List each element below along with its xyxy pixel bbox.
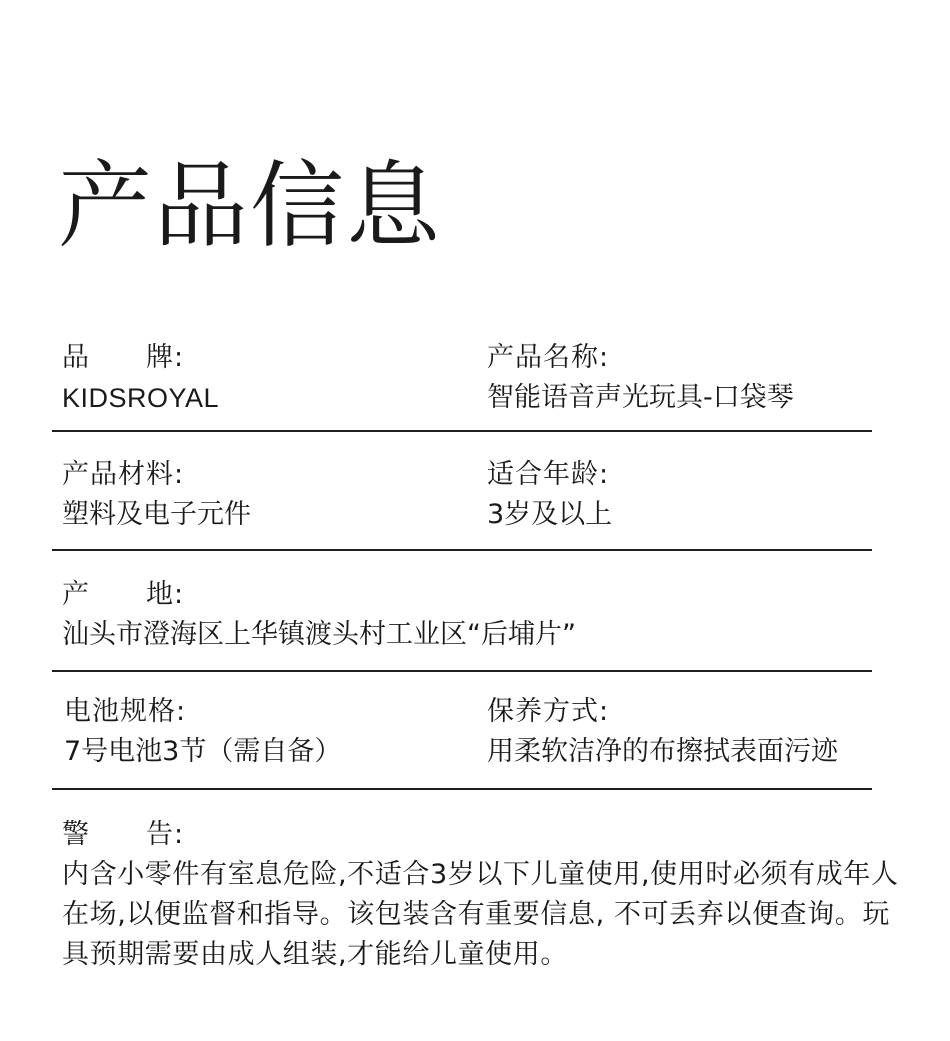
- battery-cell: [64, 692, 341, 772]
- material-value: 塑料及电子元件: [62, 499, 251, 530]
- info-row-origin: [52, 575, 872, 672]
- care-value: 用柔软洁净的布擦拭表面污迹: [487, 736, 838, 767]
- product-name-value: 智能语音声光玩具-口袋琴: [487, 382, 794, 413]
- warning-section: [62, 815, 908, 975]
- age-value: 3岁及以上: [487, 499, 613, 530]
- product-name-cell: [487, 338, 794, 418]
- material-cell: [62, 455, 251, 535]
- info-row-battery: [52, 692, 872, 790]
- origin-cell: [62, 575, 576, 655]
- info-row-brand: [52, 338, 872, 432]
- care-cell: [487, 692, 838, 772]
- warning-label: 警 告:: [62, 819, 185, 850]
- brand-cell: [62, 338, 219, 418]
- warning-text: 内含小零件有室息危险,不适合3岁以下儿童使用,使用时必须有成年人在场,以便监督和指导。该包装含有重要信息, 不可丢弃以便查询。玩具预期需要由成人组装,才能给儿童使用。: [62, 859, 899, 970]
- origin-value: 汕头市澄海区上华镇渡头村工业区“后埔片”: [62, 619, 576, 650]
- info-row-material: [52, 455, 872, 551]
- brand-value: KIDSROYAL: [62, 383, 220, 413]
- product-name-label: 产品名称:: [487, 342, 610, 373]
- brand-label: 品 牌:: [62, 342, 185, 373]
- age-cell: [487, 455, 612, 535]
- material-label: 产品材料:: [62, 459, 185, 490]
- origin-label: 产 地:: [62, 579, 185, 610]
- care-label: 保养方式:: [487, 696, 610, 727]
- age-label: 适合年龄:: [487, 459, 610, 490]
- page-title: 产品信息: [58, 152, 443, 261]
- battery-label: 电池规格:: [64, 696, 187, 727]
- battery-value: 7号电池3节（需自备）: [64, 736, 342, 767]
